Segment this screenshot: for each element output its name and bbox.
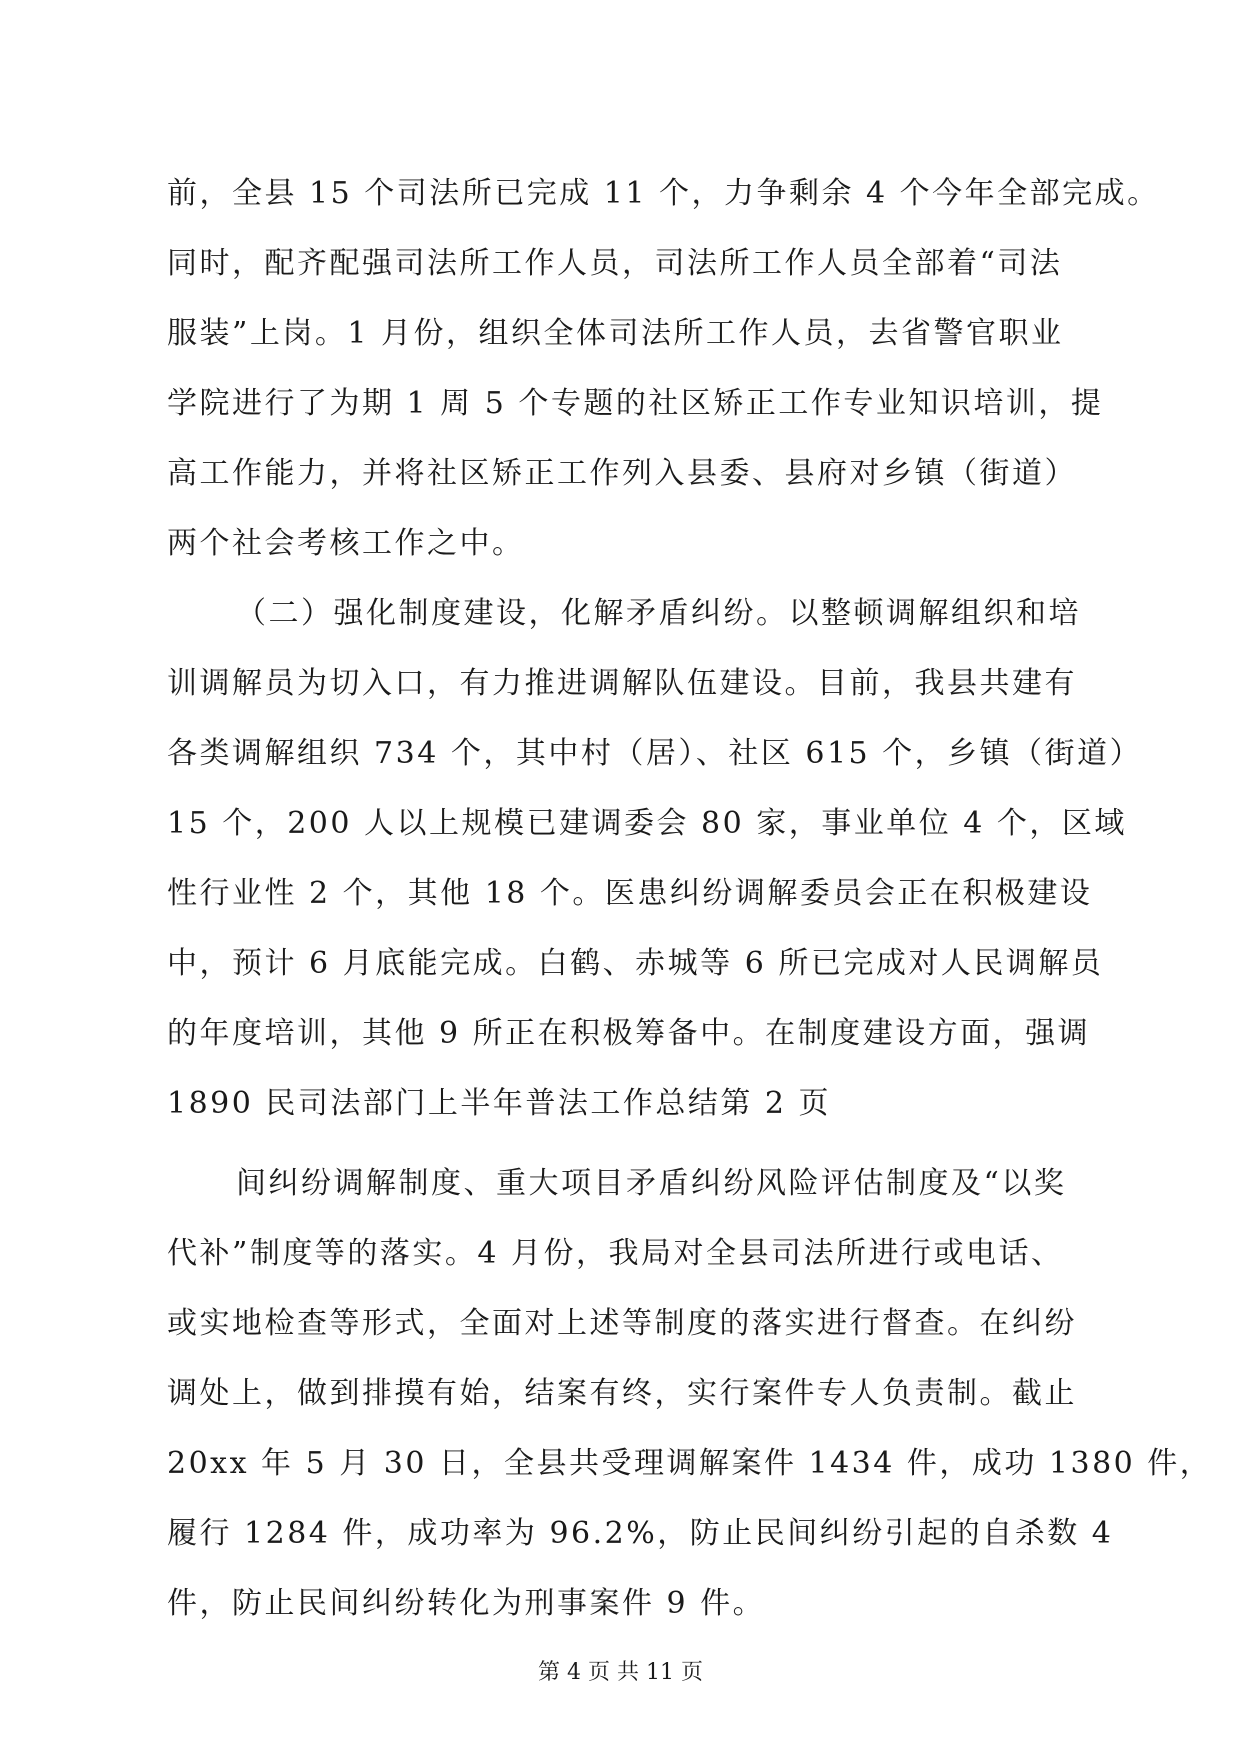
page-number-footer: 第 4 页 共 11 页 (538, 1660, 703, 1685)
text-line-4: 学院进行了为期 1 周 5 个专题的社区矫正工作专业知识培训，提 (167, 386, 1104, 421)
text-line-12: 中，预计 6 月底能完成。白鹤、赤城等 6 所已完成对人民调解员 (167, 946, 1104, 981)
text-line-5: 高工作能力，并将社区矫正工作列入县委、县府对乡镇（街道） (167, 456, 1077, 491)
text-line-10: 15 个，200 人以上规模已建调委会 80 家，事业单位 4 个，区域 (167, 806, 1127, 841)
text-line-11: 性行业性 2 个，其他 18 个。医患纠纷调解委员会正在积极建设 (167, 876, 1093, 911)
text-line-18: 调处上，做到排摸有始，结案有终，实行案件专人负责制。截止 (167, 1376, 1077, 1411)
text-line-8: 训调解员为切入口，有力推进调解队伍建设。目前，我县共建有 (167, 666, 1077, 701)
text-line-21: 件，防止民间纠纷转化为刑事案件 9 件。 (167, 1586, 766, 1621)
text-line-6: 两个社会考核工作之中。 (167, 526, 525, 561)
text-line-1: 前，全县 15 个司法所已完成 11 个，力争剩余 4 个今年全部完成。 (167, 176, 1160, 211)
text-line-17: 或实地检查等形式，全面对上述等制度的落实进行督查。在纠纷 (167, 1306, 1077, 1341)
text-line-2: 同时，配齐配强司法所工作人员，司法所工作人员全部着“司法 (167, 246, 1063, 281)
text-line-15: 间纠纷调解制度、重大项目矛盾纠纷风险评估制度及“以奖 (236, 1166, 1067, 1201)
text-line-19: 20xx 年 5 月 30 日，全县共受理调解案件 1434 件，成功 1380 件， (167, 1446, 1213, 1481)
paragraph-heading-line: （二）强化制度建设，化解矛盾纠纷。以整顿调解组织和培 (236, 596, 1081, 631)
text-line-14: 1890 民司法部门上半年普法工作总结第 2 页 (167, 1086, 832, 1121)
text-line-9: 各类调解组织 734 个，其中村（居）、社区 615 个，乡镇（街道） (167, 736, 1143, 771)
text-line-20: 履行 1284 件，成功率为 96.2%，防止民间纠纷引起的自杀数 4 (167, 1516, 1114, 1551)
text-line-13: 的年度培训，其他 9 所正在积极筹备中。在制度建设方面，强调 (167, 1016, 1091, 1051)
text-line-3: 服装”上岗。1 月份，组织全体司法所工作人员，去省警官职业 (167, 316, 1064, 351)
text-line-16: 代补”制度等的落实。4 月份，我局对全县司法所进行或电话、 (167, 1236, 1064, 1271)
